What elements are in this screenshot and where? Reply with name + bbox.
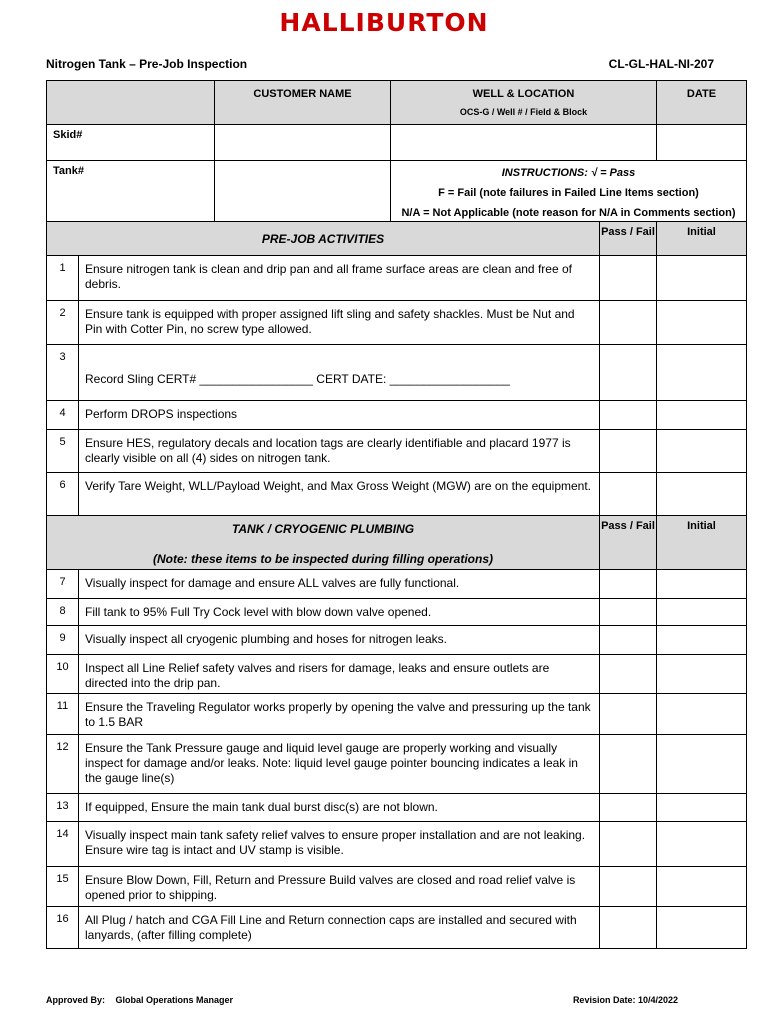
approved-by-value: Global Operations Manager (115, 995, 234, 1005)
row-number: 4 (47, 401, 79, 430)
pass-fail-cell[interactable] (600, 735, 657, 794)
row-number: 2 (47, 301, 79, 345)
pass-fail-cell[interactable] (600, 599, 657, 626)
pass-fail-cell[interactable] (600, 794, 657, 822)
checklist-row (47, 301, 747, 345)
row-text: Ensure tank is equipped with proper assigned lift sling and safety shackles. Must be Nut and Pin with Cotter Pin, no screw type allowed. (79, 301, 600, 345)
row-text: Visually inspect for damage and ensure ALL valves are fully functional. (79, 570, 600, 599)
initial-cell[interactable] (657, 256, 747, 301)
checklist-row (47, 794, 747, 822)
row-number: 13 (47, 794, 79, 822)
initial-cell[interactable] (657, 694, 747, 735)
instructions-block (391, 161, 747, 224)
row-text: Visually inspect all cryogenic plumbing and hoses for nitrogen leaks. (79, 626, 600, 655)
initial-cell[interactable] (657, 626, 747, 655)
initial-header: Initial (657, 222, 747, 256)
pass-fail-cell[interactable] (600, 473, 657, 516)
instructions-line-1: INSTRUCTIONS: √ = Pass (501, 167, 636, 179)
row-number: 1 (47, 256, 79, 301)
row-number: 6 (47, 473, 79, 516)
header-table (46, 80, 747, 224)
instructions-line-3: N/A = Not Applicable (note reason for N/A in Comments section) (401, 207, 736, 219)
initial-cell[interactable] (657, 345, 747, 401)
checklist-table (46, 221, 747, 949)
row-text: Inspect all Line Relief safety valves and risers for damage, leaks and ensure outlets are directed into the drip pan. (79, 655, 600, 694)
row-text: Fill tank to 95% Full Try Cock level with blow down valve opened. (79, 599, 600, 626)
pass-fail-cell[interactable] (600, 655, 657, 694)
section-tank-plumbing-note: (Note: these items to be inspected during filling operations) (152, 552, 494, 566)
row-text: If equipped, Ensure the main tank dual burst disc(s) are not blown. (79, 794, 600, 822)
pass-fail-cell[interactable] (600, 345, 657, 401)
row-number: 9 (47, 626, 79, 655)
instructions-line-2: F = Fail (note failures in Failed Line Items section) (438, 187, 699, 199)
row-text: All Plug / hatch and CGA Fill Line and Return connection caps are installed and secured with lanyards, (after filling complete) (79, 907, 600, 949)
row-text: Ensure Blow Down, Fill, Return and Pressure Build valves are closed and road relief valve is opened prior to shipping. (79, 867, 600, 907)
row-number: 11 (47, 694, 79, 735)
checklist-row (47, 599, 747, 626)
checklist-row (47, 655, 747, 694)
approved-by (46, 995, 233, 1005)
pass-fail-cell[interactable] (600, 694, 657, 735)
pass-fail-cell[interactable] (600, 430, 657, 473)
pass-fail-cell[interactable] (600, 301, 657, 345)
pass-fail-cell[interactable] (600, 626, 657, 655)
row-number: 14 (47, 822, 79, 867)
row-text: Ensure HES, regulatory decals and location tags are clearly identifiable and placard 1977 is clearly visible on all (4) sides on nitrogen tank. (79, 430, 600, 473)
checklist-row (47, 735, 747, 794)
pass-fail-cell[interactable] (600, 907, 657, 949)
row-text: Verify Tare Weight, WLL/Payload Weight, and Max Gross Weight (MGW) are on the equipment. (79, 473, 600, 516)
row-text: Visually inspect main tank safety relief valves to ensure proper installation and are not leaking. Ensure wire tag is intact and UV stamp is visible. (79, 822, 600, 867)
tank-field[interactable] (215, 161, 391, 224)
initial-cell[interactable] (657, 430, 747, 473)
initial-cell[interactable] (657, 794, 747, 822)
row-number: 15 (47, 867, 79, 907)
row-text: Ensure the Tank Pressure gauge and liquid level gauge are properly working and visually inspect for damage and/or leaks. Note: liquid level gauge pointer bouncing indicates a leak in the gauge line(s) (79, 735, 600, 794)
pass-fail-cell[interactable] (600, 867, 657, 907)
document-id: CL-GL-HAL-NI-207 (608, 57, 714, 71)
section-pre-job-title: PRE-JOB ACTIVITIES (47, 222, 600, 256)
pass-fail-header: Pass / Fail (600, 516, 657, 570)
revision-date: Revision Date: 10/4/2022 (572, 995, 678, 1005)
date-header: DATE (657, 81, 747, 125)
customer-name-field[interactable] (215, 125, 391, 161)
row-number: 5 (47, 430, 79, 473)
initial-cell[interactable] (657, 735, 747, 794)
checklist-row (47, 570, 747, 599)
well-location-field[interactable] (391, 125, 657, 161)
checklist-row (47, 626, 747, 655)
tank-label: Tank# (47, 161, 215, 224)
date-field[interactable] (657, 125, 747, 161)
header-blank-cell (47, 81, 215, 125)
checklist-row (47, 345, 747, 401)
initial-cell[interactable] (657, 599, 747, 626)
initial-cell[interactable] (657, 822, 747, 867)
checklist-row (47, 867, 747, 907)
initial-cell[interactable] (657, 867, 747, 907)
well-location-label: WELL & LOCATION (472, 88, 575, 100)
halliburton-logo: HALLIBURTON (279, 8, 489, 37)
row-number: 8 (47, 599, 79, 626)
pass-fail-cell[interactable] (600, 822, 657, 867)
row-number: 10 (47, 655, 79, 694)
pass-fail-cell[interactable] (600, 570, 657, 599)
row-text: Ensure the Traveling Regulator works properly by opening the valve and pressuring up the tank to 1.5 BAR (79, 694, 600, 735)
checklist-row (47, 473, 747, 516)
pass-fail-cell[interactable] (600, 401, 657, 430)
row-text: Ensure nitrogen tank is clean and drip pan and all frame surface areas are clean and free of debris. (79, 256, 600, 301)
well-location-header (391, 81, 657, 125)
section-tank-plumbing-label: TANK / CRYOGENIC PLUMBING (231, 522, 415, 536)
checklist-row (47, 401, 747, 430)
pass-fail-header: Pass / Fail (600, 222, 657, 256)
approved-by-label: Approved By: (46, 995, 106, 1005)
row-text: Record Sling CERT# _________________ CERT DATE: __________________ (79, 345, 600, 401)
skid-label: Skid# (47, 125, 215, 161)
initial-cell[interactable] (657, 301, 747, 345)
initial-cell[interactable] (657, 401, 747, 430)
row-text: Perform DROPS inspections (79, 401, 600, 430)
section-tank-plumbing-title (47, 516, 600, 570)
row-number: 16 (47, 907, 79, 949)
row-number: 7 (47, 570, 79, 599)
initial-cell[interactable] (657, 655, 747, 694)
pass-fail-cell[interactable] (600, 256, 657, 301)
row-number: 3 (47, 345, 79, 401)
checklist-row (47, 430, 747, 473)
initial-cell[interactable] (657, 570, 747, 599)
initial-header: Initial (657, 516, 747, 570)
initial-cell[interactable] (657, 473, 747, 516)
document-title: Nitrogen Tank – Pre-Job Inspection (46, 57, 248, 71)
customer-name-header: CUSTOMER NAME (215, 81, 391, 125)
row-number: 12 (47, 735, 79, 794)
checklist-row (47, 256, 747, 301)
checklist-row (47, 822, 747, 867)
checklist-row (47, 907, 747, 949)
checklist-row (47, 694, 747, 735)
well-location-subtitle: OCS-G / Well # / Field & Block (459, 107, 588, 117)
initial-cell[interactable] (657, 907, 747, 949)
